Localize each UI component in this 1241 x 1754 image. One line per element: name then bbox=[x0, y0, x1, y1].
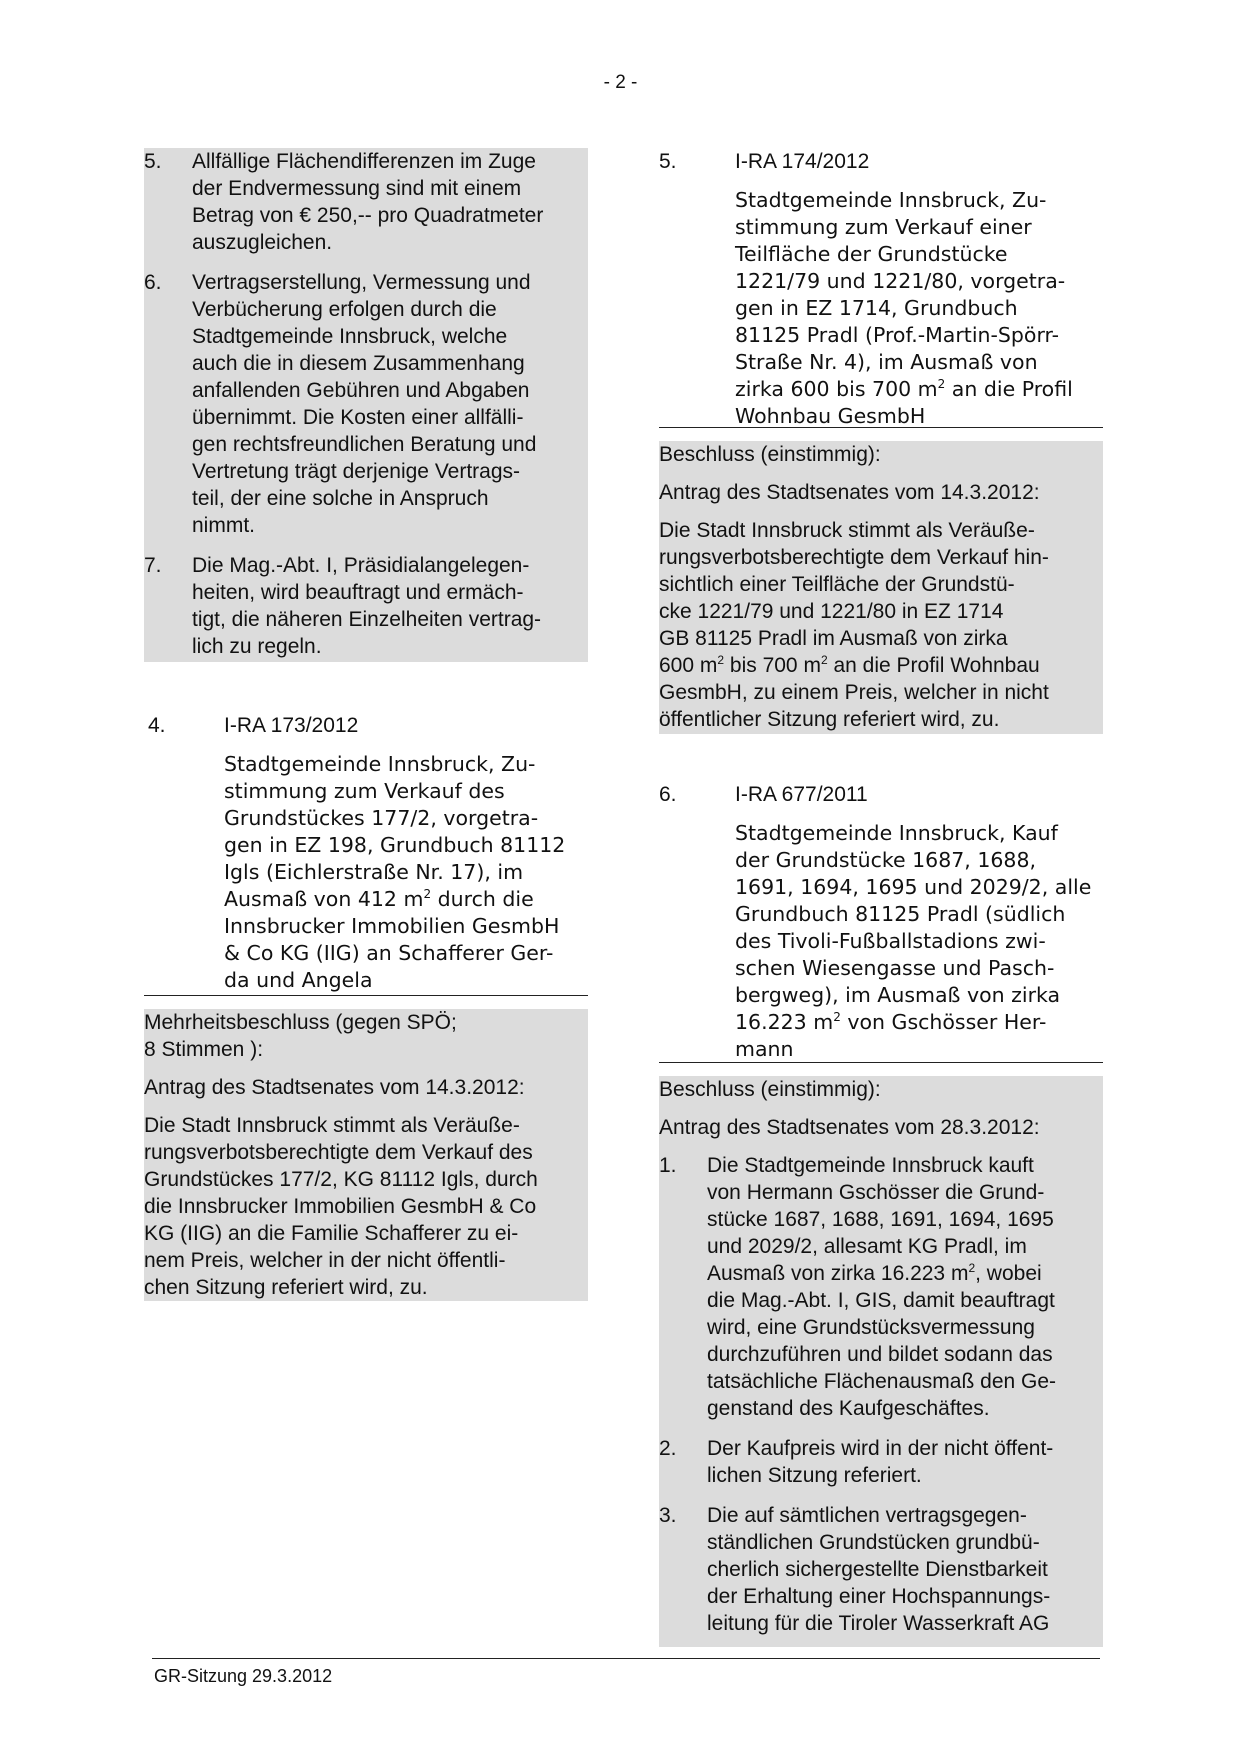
list-item-text-part: , wobei die Mag.-Abt. I, GIS, damit beauftragt wird, eine Grundstücksvermessung durchzuführen und bildet sodann das tatsächliche Flächenausmaß den Ge- genstand des Kaufgeschäftes. bbox=[707, 1262, 1057, 1420]
decision-text-part: an die Profil Wohnbau GesmbH, zu einem Preis, welcher in nicht öffentlicher Sitzung referiert wird, zu. bbox=[659, 654, 1049, 731]
list-item-text: Allfällige Flächendifferenzen im Zuge der Endvermessung sind mit einem Betrag von € 250,-- pro Quadratmeter auszugleichen. bbox=[192, 150, 544, 254]
list-item-text: Der Kaufpreis wird in der nicht öffent- lichen Sitzung referiert. bbox=[707, 1437, 1054, 1487]
superscript: 2 bbox=[820, 653, 828, 667]
footer-divider bbox=[152, 1658, 1100, 1659]
list-item bbox=[659, 1152, 1103, 1422]
superscript: 2 bbox=[717, 653, 725, 667]
agenda-heading bbox=[659, 781, 1103, 808]
continued-items-block bbox=[144, 148, 588, 662]
decision-text: Die Stadt Innsbruck stimmt als Veräuße- rungsverbotsberechtigte dem Verkauf des Grundstückes 177/2, KG 81112 Igls, durch die Innsbrucker Immobilien GesmbH & Co KG (IIG) an die Familie Schafferer zu ei- nem Preis, welcher in der nicht öffentli- chen Sitzung referiert wird, zu. bbox=[144, 1114, 538, 1299]
description-text: Stadtgemeinde Innsbruck, Kauf der Grundstücke 1687, 1688, 1691, 1694, 1695 und 2029/2, alle Grundbuch 81125 Pradl (südlich des Tivoli-Fußballstadions zwi- schen Wiesengasse und Pasch- bergweg), im Ausmaß von zirka 16.223 m bbox=[735, 821, 1092, 1034]
list-item-number: 7. bbox=[144, 554, 162, 577]
list-item bbox=[659, 1502, 1103, 1637]
motion-label: Antrag des Stadtsenates vom 14.3.2012: bbox=[144, 1076, 525, 1099]
list-item bbox=[659, 1435, 1103, 1489]
agenda-reference: I-RA 173/2012 bbox=[224, 714, 359, 737]
agenda-number: 6. bbox=[659, 783, 677, 806]
list-item-number: 1. bbox=[659, 1154, 677, 1177]
decision-block bbox=[659, 441, 1103, 734]
decision-text-part: Die Stadt Innsbruck stimmt als Veräuße- rungsverbotsberechtigte dem Verkauf hin- sichtlich einer Teilfläche der Grundstü- cke 1221/79 und 1221/80 in EZ 1714 GB 81125 Pradl im Ausmaß von zirka 600 m bbox=[659, 519, 1049, 677]
agenda-reference: I-RA 677/2011 bbox=[735, 783, 868, 806]
agenda-item-5 bbox=[659, 148, 1103, 430]
agenda-heading bbox=[659, 148, 1103, 175]
divider bbox=[659, 427, 1103, 428]
description-text: von Gschösser Her- mann bbox=[735, 1010, 1047, 1061]
list-item-number: 3. bbox=[659, 1504, 677, 1527]
agenda-heading bbox=[148, 712, 588, 739]
page-number: - 2 - bbox=[603, 72, 638, 93]
footer-text: GR-Sitzung 29.3.2012 bbox=[154, 1666, 333, 1686]
agenda-number: 5. bbox=[659, 150, 677, 173]
list-item-text: Vertragserstellung, Vermessung und Verbücherung erfolgen durch die Stadtgemeinde Innsbruck, welche auch die in diesem Zusammenhang anfallenden Gebühren und Abgaben übernimmt. Die Kosten einer allfälli- gen rechtsfreundlichen Beratung und Vertretung trägt derjenige Vertrags- teil, der eine solche in Anspruch nimmt. bbox=[192, 271, 537, 537]
list-item-text: Die Mag.-Abt. I, Präsidialangelegen- heiten, wird beauftragt und ermäch- tigt, die näheren Einzelheiten vertrag- lich zu regeln. bbox=[192, 554, 542, 658]
list-item bbox=[144, 148, 588, 256]
description-text: Stadtgemeinde Innsbruck, Zu- stimmung zum Verkauf des Grundstückes 177/2, vorgetra- gen in EZ 198, Grundbuch 81112 Igls (Eichlerstraße Nr. 17), im Ausmaß von 412 m bbox=[224, 752, 566, 911]
motion-label: Antrag des Stadtsenates vom 28.3.2012: bbox=[659, 1116, 1040, 1139]
decision-block bbox=[144, 1009, 588, 1301]
superscript: 2 bbox=[833, 1010, 841, 1025]
decision-text bbox=[659, 517, 1103, 733]
list-item-text-part: Die Stadtgemeinde Innsbruck kauft von Hermann Gschösser die Grund- stücke 1687, 1688, 1691, 1694, 1695 und 2029/2, allesamt KG Pradl, im Ausmaß von zirka 16.223 m bbox=[707, 1154, 1054, 1285]
divider bbox=[144, 995, 588, 996]
superscript: 2 bbox=[423, 887, 432, 902]
list-item-number: 2. bbox=[659, 1437, 677, 1460]
superscript: 2 bbox=[968, 1261, 976, 1275]
agenda-description bbox=[224, 751, 588, 994]
decision-block bbox=[659, 1076, 1103, 1647]
superscript: 2 bbox=[937, 377, 946, 392]
list-item bbox=[144, 269, 588, 539]
agenda-item-6 bbox=[659, 781, 1103, 1063]
decision-label: Beschluss (einstimmig): bbox=[659, 1078, 881, 1101]
decision-label: Mehrheitsbeschluss (gegen SPÖ; 8 Stimmen ): bbox=[144, 1011, 457, 1061]
decision-text-part: bis 700 m bbox=[724, 654, 821, 677]
description-text: Stadtgemeinde Innsbruck, Zu- stimmung zum Verkauf einer Teilfläche der Grundstücke 1221/79 und 1221/80, vorgetra- gen in EZ 1714, Grundbuch 81125 Pradl (Prof.-Martin-Spörr- Straße Nr. 4), im Ausmaß von zirka 600 bis 700 m bbox=[735, 188, 1066, 401]
agenda-description bbox=[735, 820, 1103, 1063]
list-item bbox=[144, 552, 588, 660]
list-item-number: 6. bbox=[144, 271, 162, 294]
list-item-text: Die auf sämtlichen vertragsgegen- ständlichen Grundstücken grundbü- cherlich sichergestellte Dienstbarkeit der Erhaltung einer Hochspannungs- leitung für die Tiroler Wasserkraft AG bbox=[707, 1504, 1051, 1635]
description-text: an die Profil Wohnbau GesmbH bbox=[735, 377, 1073, 428]
divider bbox=[659, 1062, 1103, 1063]
agenda-description bbox=[735, 187, 1103, 430]
agenda-reference: I-RA 174/2012 bbox=[735, 150, 870, 173]
list-item-number: 5. bbox=[144, 150, 162, 173]
motion-label: Antrag des Stadtsenates vom 14.3.2012: bbox=[659, 481, 1040, 504]
description-text: durch die Innsbrucker Immobilien GesmbH & Co KG (IIG) an Schafferer Ger- da und Angela bbox=[224, 887, 560, 992]
decision-label: Beschluss (einstimmig): bbox=[659, 443, 881, 466]
list-item-text bbox=[707, 1152, 1103, 1422]
agenda-number: 4. bbox=[148, 714, 166, 737]
agenda-item-4 bbox=[148, 712, 588, 994]
